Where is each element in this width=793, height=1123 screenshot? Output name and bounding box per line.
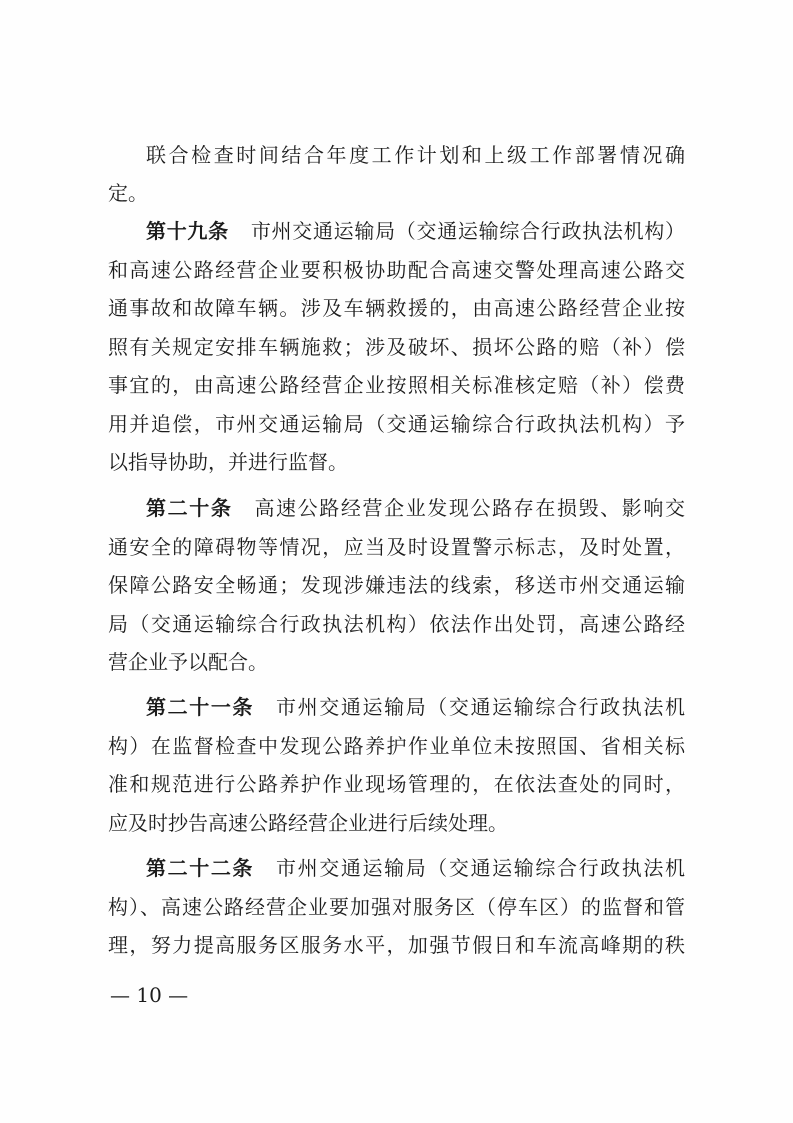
text-line: 市州交通运输局（交通运输综合行政执法机 [276,856,686,880]
text-line: 定。 [108,181,148,205]
article-number: 第二十二条 [146,856,255,880]
article-number: 第二十一条 [146,695,255,719]
text-line: 照有关规定安排车辆施救；涉及破坏、损坏公路的赔（补）偿 [108,335,685,359]
article-22-first-line [146,851,685,885]
article-number: 第二十条 [146,496,233,520]
text-line: 保障公路安全畅通；发现涉嫌违法的线索，移送市州交通运输 [108,573,685,597]
article-19-first-line [146,214,685,248]
article-21-first-line [146,690,685,724]
text-line: 市州交通运输局（交通运输综合行政执法机 [276,695,686,719]
text-line: 联合检查时间结合年度工作计划和上级工作部署情况确 [146,143,685,167]
text-line: 事宜的，由高速公路经营企业按照相关标准核定赔（补）偿费 [108,373,685,397]
article-20-first-line [146,491,685,525]
text-line: 和高速公路经营企业要积极协助配合高速交警处理高速公路交 [108,258,685,282]
text-line: 通事故和故障车辆。涉及车辆救援的，由高速公路经营企业按 [108,296,685,320]
text-line: 用并追偿，市州交通运输局（交通运输综合行政执法机构）予 [108,412,685,436]
text-line: 通安全的障碍物等情况，应当及时设置警示标志，及时处置， [108,535,685,559]
text-line: 营企业予以配合。 [108,650,268,674]
text-line: 构）在监督检查中发现公路养护作业单位未按照国、省相关标 [108,734,685,758]
text-line: 市州交通运输局（交通运输综合行政执法机构） [250,219,686,243]
article-number: 第十九条 [146,219,229,243]
page-number: — 10 — [110,983,189,1007]
text-line: 以指导协助，并进行监督。 [108,450,348,474]
text-line: 准和规范进行公路养护作业现场管理的，在依法查处的同时， [108,772,685,796]
text-line: 高速公路经营企业发现公路存在损毁、影响交 [254,496,686,520]
text-line: 理，努力提高服务区服务水平，加强节假日和车流高峰期的秩 [108,933,685,957]
text-line: 构）、高速公路经营企业要加强对服务区（停车区）的监督和管 [108,895,685,919]
text-line: 局（交通运输综合行政执法机构）依法作出处罚，高速公路经 [108,612,685,636]
text-line: 应及时抄告高速公路经营企业进行后续处理。 [108,811,508,835]
